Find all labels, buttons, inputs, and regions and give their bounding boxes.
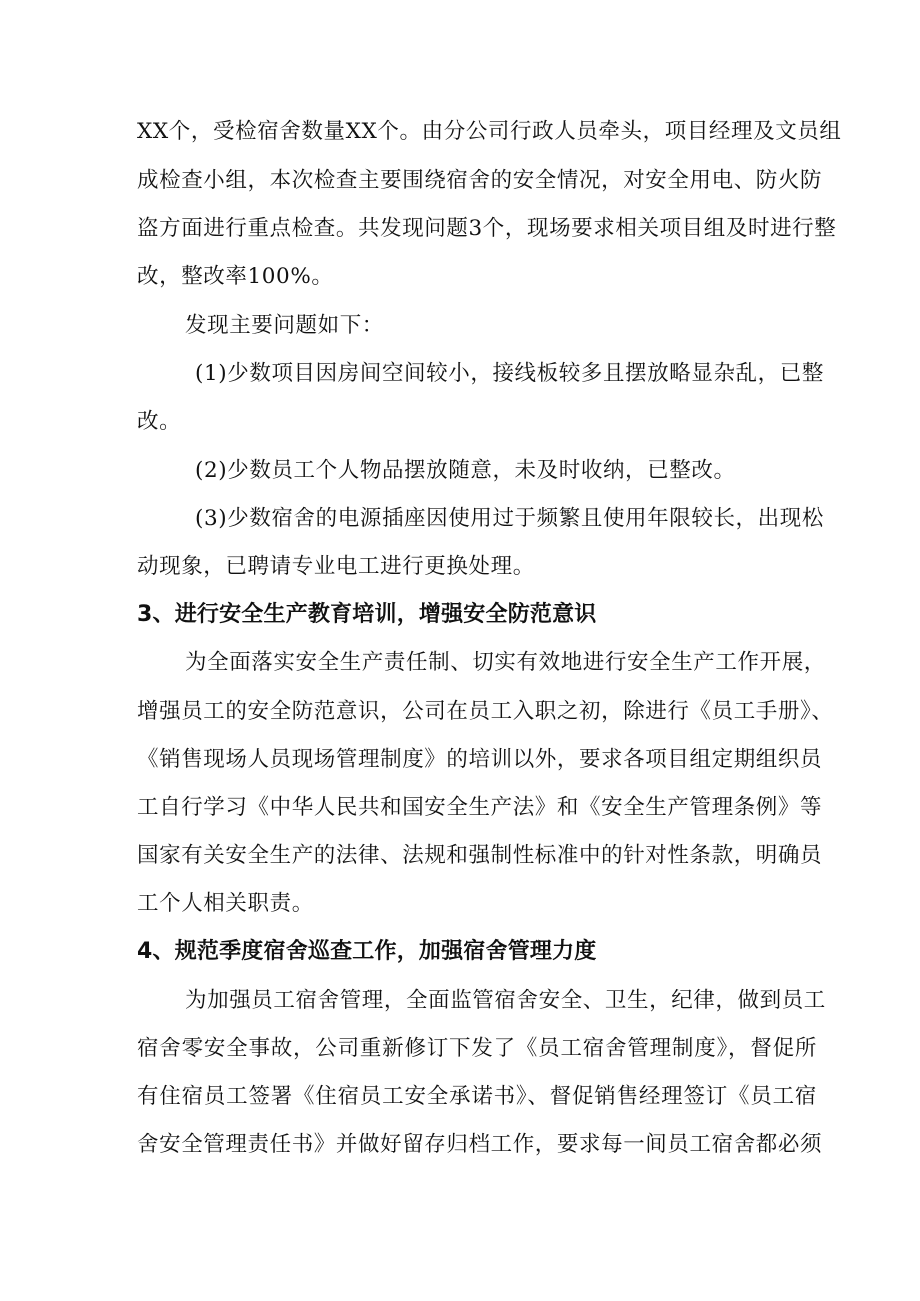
- paragraph-line: 舍安全管理责任书》并做好留存归档工作，要求每一间员工宿舍都必须: [137, 1132, 823, 1157]
- section-heading-4: 4、规范季度宿舍巡查工作，加强宿舍管理力度: [137, 939, 597, 964]
- issue-item-3-cont: 动现象，已聘请专业电工进行更换处理。: [137, 554, 535, 579]
- paragraph-line: 为加强员工宿舍管理，全面监管宿舍安全、卫生，纪律，做到员工: [185, 988, 826, 1013]
- paragraph-line: 宿舍零安全事故，公司重新修订下发了《员工宿舍管理制度》，督促所: [137, 1036, 817, 1061]
- paragraph-line: 工自行学习《中华人民共和国安全生产法》和《安全生产管理条例》等: [137, 795, 823, 820]
- issue-item-2: (2)少数员工个人物品摆放随意，未及时收纳，已整改。: [195, 458, 736, 483]
- paragraph-line: 有住宿员工签署《住宿员工安全承诺书》、督促销售经理签订《员工宿: [137, 1084, 817, 1109]
- paragraph-line: 成检查小组，本次检查主要围绕宿舍的安全情况，对安全用电、防火防: [137, 168, 823, 193]
- paragraph-line: 增强员工的安全防范意识，公司在员工入职之初，除进行《员工手册》、: [137, 699, 834, 724]
- paragraph-line: 盗方面进行重点检查。共发现问题3个，现场要求相关项目组及时进行整: [137, 216, 837, 241]
- paragraph-line: 国家有关安全生产的法律、法规和强制性标准中的针对性条款，明确员: [137, 843, 823, 868]
- section-heading-3: 3、进行安全生产教育培训，增强安全防范意识: [137, 602, 597, 627]
- paragraph-line: 为全面落实安全生产责任制、切实有效地进行安全生产工作开展，: [185, 650, 826, 675]
- issue-item-1: (1)少数项目因房间空间较小，接线板较多且摆放略显杂乱，已整: [195, 361, 824, 386]
- paragraph-line: XX个，受检宿舍数量XX个。由分公司行政人员牵头，项目经理及文员组: [137, 119, 842, 144]
- paragraph-line: 改，整改率100%。: [137, 264, 334, 289]
- paragraph-line: 工个人相关职责。: [137, 891, 314, 916]
- issue-item-1-cont: 改。: [137, 409, 182, 434]
- issues-intro: 发现主要问题如下：: [185, 313, 384, 338]
- paragraph-line: 《销售现场人员现场管理制度》的培训以外，要求各项目组定期组织员: [137, 747, 823, 772]
- issue-item-3: (3)少数宿舍的电源插座因使用过于频繁且使用年限较长，出现松: [195, 506, 824, 531]
